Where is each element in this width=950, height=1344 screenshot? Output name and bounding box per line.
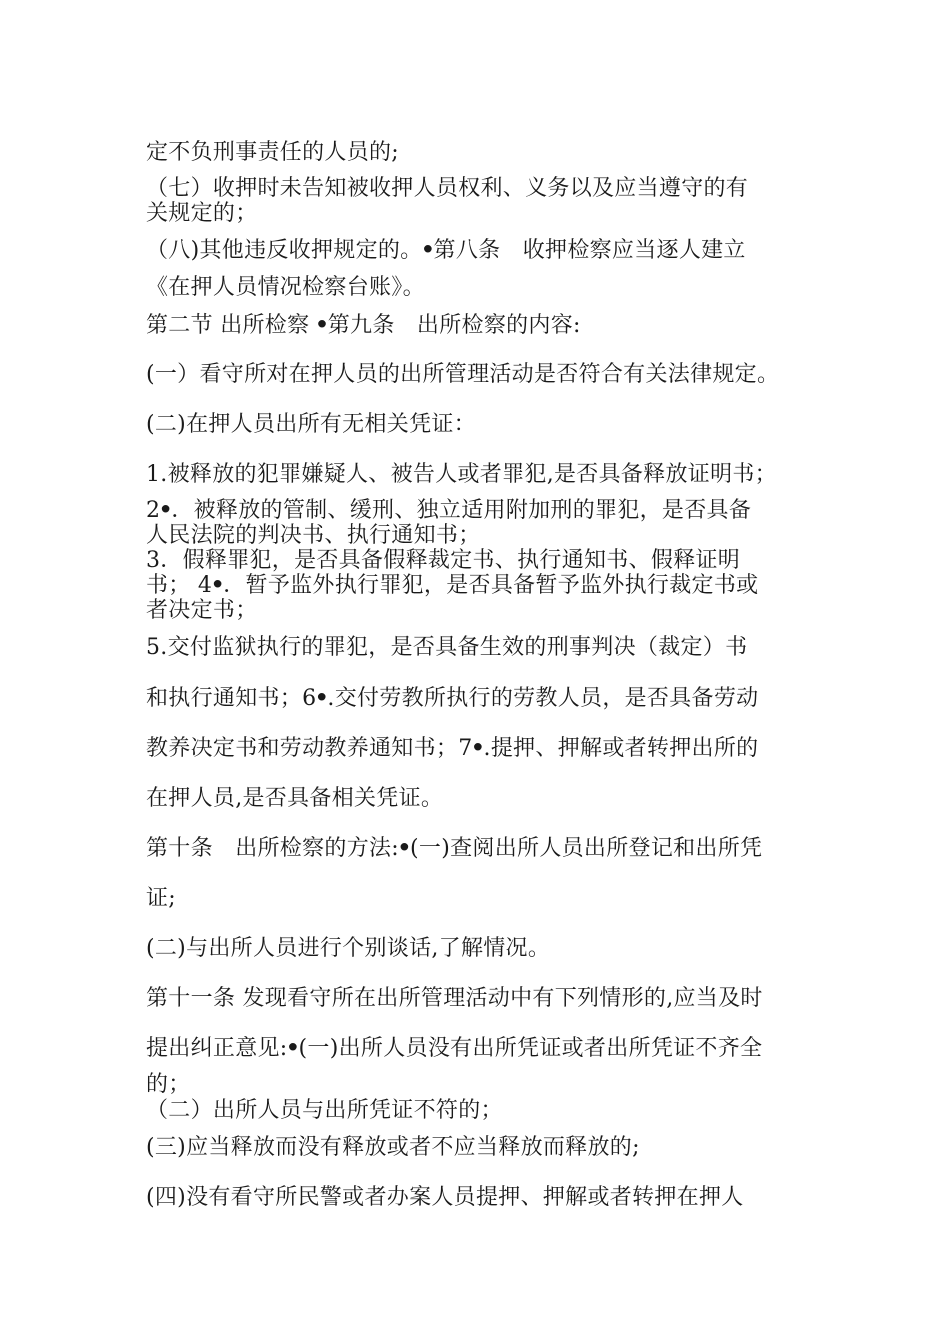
text-line: 关规定的； <box>146 201 258 226</box>
text-line: 和执行通知书；6ꔷ.交付劳教所执行的劳教人员，是否具备劳动 <box>146 686 759 711</box>
text-line: 《在押人员情况检察台账》。 <box>146 275 425 300</box>
text-line: (二)与出所人员进行个别谈话,了解情况。 <box>146 936 551 961</box>
text-line: (三)应当释放而没有释放或者不应当释放而释放的; <box>146 1135 640 1160</box>
text-line: 人民法院的判决书、执行通知书； <box>146 523 481 548</box>
text-line: (一）看守所对在押人员的出所管理活动是否符合有关法律规定。 <box>146 362 780 387</box>
text-line: （二）出所人员与出所凭证不符的； <box>146 1098 503 1123</box>
text-line: 证; <box>146 886 177 911</box>
text-line: 在押人员,是否具备相关凭证。 <box>146 786 444 811</box>
text-line: 3．假释罪犯，是否具备假释裁定书、执行通知书、假释证明 <box>146 548 741 573</box>
text-line: 5.交付监狱执行的罪犯，是否具备生效的刑事判决（裁定）书 <box>146 635 748 660</box>
text-line: (二)在押人员出所有无相关凭证： <box>146 412 476 437</box>
text-line: 提出纠正意见:ꔷ(一)出所人员没有出所凭证或者出所凭证不齐全 <box>146 1036 763 1061</box>
text-line: （八)其他违反收押规定的。ꔷ第八条 收押检察应当逐人建立 <box>146 238 746 263</box>
text-line: 2ꔷ．被释放的管制、缓刑、独立适用附加刑的罪犯，是否具备 <box>146 498 752 523</box>
text-line: 第十条 出所检察的方法:ꔷ(一)查阅出所人员出所登记和出所凭 <box>146 836 763 861</box>
text-line: 教养决定书和劳动教养通知书；7ꔷ.提押、押解或者转押出所的 <box>146 736 759 761</box>
text-line: 定不负刑事责任的人员的; <box>146 140 400 165</box>
text-line: 书； 4ꔷ．暂予监外执行罪犯，是否具备暂予监外执行裁定书或 <box>146 573 759 598</box>
text-line: 1.被释放的犯罪嫌疑人、被告人或者罪犯,是否具备释放证明书； <box>146 462 777 487</box>
text-line: 的； <box>146 1072 191 1097</box>
text-line: (四)没有看守所民警或者办案人员提押、押解或者转押在押人 <box>146 1185 744 1210</box>
text-line: 第十一条 发现看守所在出所管理活动中有下列情形的,应当及时 <box>146 986 763 1011</box>
section-heading: 第二节 出所检察 ꔷ第九条 出所检察的内容: <box>146 313 581 338</box>
text-line: 者决定书； <box>146 598 258 623</box>
text-line: （七）收押时未告知被收押人员权利、义务以及应当遵守的有 <box>146 176 749 201</box>
